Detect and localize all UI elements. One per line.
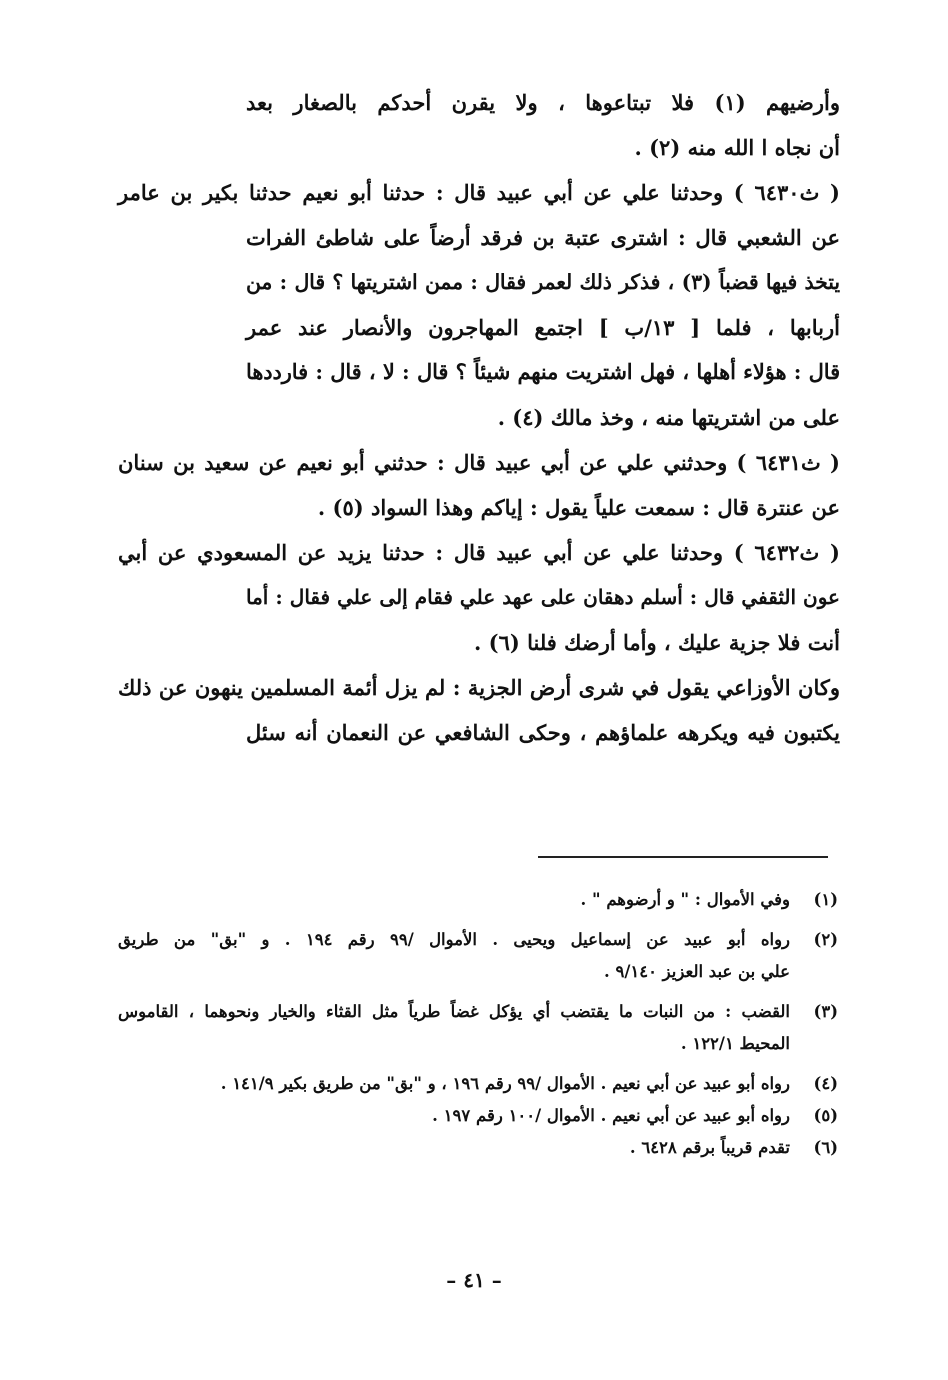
text-line: عن عنترة قال : سمعت علياً يقول : إياكم وهذا السواد (٥) .: [317, 495, 840, 520]
main-text: [118, 80, 840, 755]
footnote-number: (٦): [813, 1138, 838, 1157]
text-line: أنت فلا جزية عليك ، وأما أرضك فلنا (٦) .: [474, 630, 840, 655]
footnote: [118, 1100, 838, 1132]
text-line: وكان الأوزاعي يقول في شرى أرض الجزية : لم يزل أئمة المسلمين ينهون عن ذلك: [118, 675, 840, 700]
footnote: [118, 1132, 838, 1164]
text-line: ( ث٦٤٣١ ) وحدثني علي عن أبي عبيد قال : حدثني أبو نعيم عن سعيد بن سنان: [118, 450, 840, 475]
text-line: أن نجاه ا الله منه (٢) .: [634, 135, 840, 160]
text-line: أربابها ، فلما [ ١٣/ب ] اجتمع المهاجرون والأنصار عند عمر: [246, 315, 840, 340]
footnote-text: [118, 1132, 798, 1164]
footnote-text: [118, 996, 798, 1060]
page-number: – ٤١ –: [446, 1268, 502, 1292]
footnote-line: القضب : من النبات ما يقتضب أي يؤكل غضاً طرياً مثل القثاء والخيار ونحوهما ، القاموس: [118, 1002, 790, 1021]
text-line: على من اشتريتها منه ، وخذ مالك (٤) .: [497, 405, 840, 430]
footnote-text: [118, 884, 798, 916]
text-line: ( ث٦٤٣٢ ) وحدثنا علي عن أبي عبيد قال : حدثنا يزيد عن المسعودي عن أبي: [118, 540, 840, 565]
footnote-number: (٣): [813, 1002, 838, 1021]
text-line: قال : هؤلاء أهلها ، فهل اشتريت منهم شيئاً ؟ قال : لا ، قال : فارددها: [246, 360, 840, 384]
footnotes: [118, 884, 838, 1164]
footnote-number: (٤): [813, 1074, 838, 1093]
footnote-line: رواه أبو عبيد عن أبي نعيم . الأموال /١٠٠ رقم ١٩٧ .: [432, 1106, 790, 1125]
footnote-text: [118, 1068, 798, 1100]
text-line: يكتبون فيه ويكرهه علماؤهم ، وحكى الشافعي عن النعمان أنه سئل: [246, 720, 840, 745]
footnote-number: (٢): [813, 930, 838, 949]
footnote-text: [118, 924, 798, 988]
footnote: [118, 924, 838, 988]
text-line: عون الثقفي قال : أسلم دهقان على عهد علي فقام إلى علي فقال : أما: [246, 585, 840, 609]
footnote: [118, 1068, 838, 1100]
text-line: عن الشعبي قال : اشترى عتبة بن فرقد أرضاً على شاطئ الفرات: [246, 225, 840, 250]
footnote-line: علي بن عبد العزيز ٩/١٤٠ .: [603, 962, 790, 981]
text-line: يتخذ فيها قضباً (٣) ، فذكر ذلك لعمر فقال : ممن اشتريتها ؟ قال : من: [246, 270, 840, 294]
footnote-line: رواه أبو عبيد عن أبي نعيم . الأموال /٩٩ رقم ١٩٦ ، و "بق" من طريق بكير ١٤١/٩ .: [220, 1074, 790, 1093]
footnote-line: المحيط ١٢٢/١ .: [680, 1034, 790, 1053]
footnote-text: [118, 1100, 798, 1132]
text-line: ( ث٦٤٣٠ ) وحدثنا علي عن أبي عبيد قال : حدثنا أبو نعيم حدثنا بكير بن عامر: [118, 180, 840, 205]
footnote-line: وفي الأموال : " و أرضوهم " .: [580, 890, 790, 909]
footnote: [118, 996, 838, 1060]
footnote-number: (٥): [813, 1106, 838, 1125]
text-line: وأرضيهم (١) فلا تبتاعوها ، ولا يقرن أحدكم بالصغار بعد: [246, 90, 840, 115]
footnote-line: رواه أبو عبيد عن إسماعيل ويحيى . الأموال /٩٩ رقم ١٩٤ . و "بق" من طريق: [118, 930, 791, 949]
footnote-line: تقدم قريباً برقم ٦٤٢٨ .: [629, 1138, 790, 1157]
footnote-number: (١): [813, 890, 838, 909]
footnote: [118, 884, 838, 916]
footnote-separator: [538, 856, 828, 858]
